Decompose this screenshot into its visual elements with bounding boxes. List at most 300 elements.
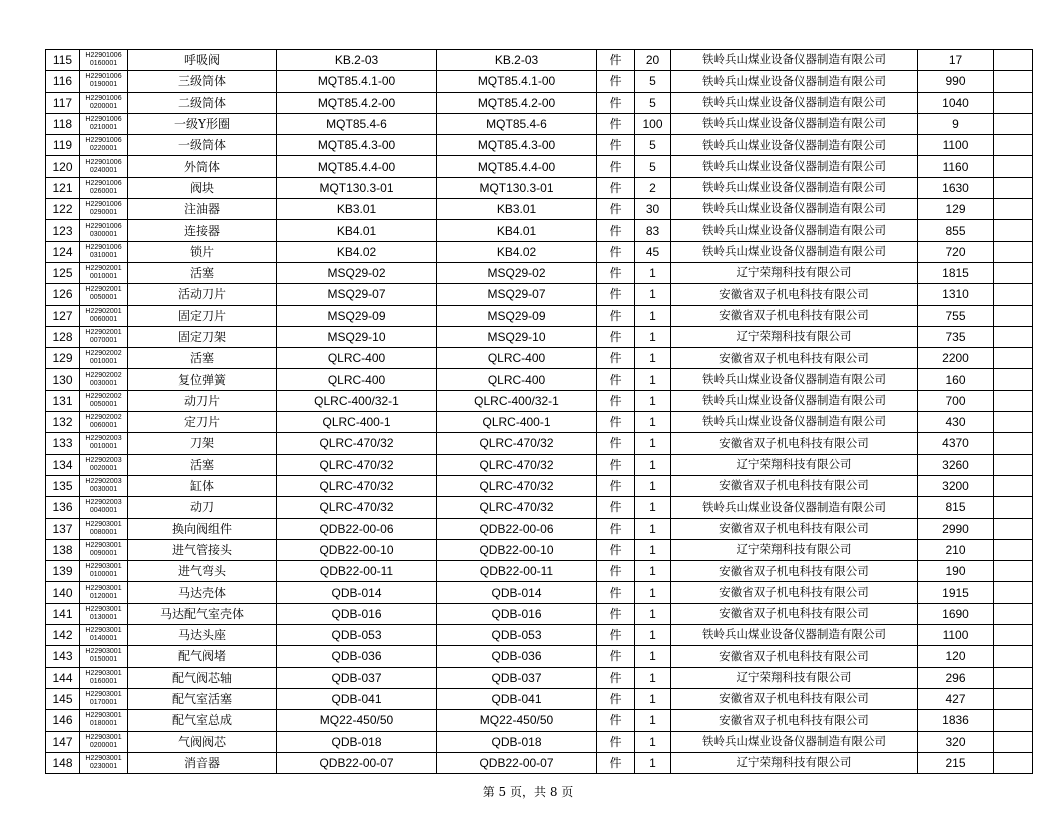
part-unit: 件 <box>597 369 635 390</box>
part-unit: 件 <box>597 667 635 688</box>
unit-price: 1310 <box>918 284 994 305</box>
part-quantity: 1 <box>635 369 671 390</box>
part-unit: 件 <box>597 262 635 283</box>
supplier-name: 辽宁荣翔科技有限公司 <box>671 539 918 560</box>
material-code-line1: H22902003 <box>85 456 122 464</box>
part-quantity: 1 <box>635 497 671 518</box>
table-row <box>46 262 1033 283</box>
supplier-name: 辽宁荣翔科技有限公司 <box>671 752 918 773</box>
part-model: MQ22-450/50 <box>437 710 597 731</box>
part-name: 缸体 <box>128 475 277 496</box>
material-code-line1: H22902001 <box>85 265 122 273</box>
part-spec: MQT85.4.2-00 <box>277 92 437 113</box>
part-model: QLRC-470/32 <box>437 454 597 475</box>
row-number: 115 <box>46 50 80 71</box>
remark <box>994 433 1033 454</box>
part-spec: QDB22-00-07 <box>277 752 437 773</box>
part-spec: QDB22-00-10 <box>277 539 437 560</box>
remark <box>994 156 1033 177</box>
unit-price: 160 <box>918 369 994 390</box>
part-model: MSQ29-07 <box>437 284 597 305</box>
part-model: MSQ29-02 <box>437 262 597 283</box>
material-code-line1: H22903001 <box>85 691 122 699</box>
remark <box>994 475 1033 496</box>
material-code-line1: H22903001 <box>85 520 122 528</box>
material-code <box>80 454 128 475</box>
unit-price: 1100 <box>918 135 994 156</box>
part-quantity: 1 <box>635 752 671 773</box>
material-code-line2: 0120001 <box>89 592 118 600</box>
table-row <box>46 625 1033 646</box>
part-spec: KB4.01 <box>277 220 437 241</box>
supplier-name: 铁岭兵山煤业设备仪器制造有限公司 <box>671 92 918 113</box>
material-code-line1: H22901006 <box>85 137 122 145</box>
supplier-name: 安徽省双子机电科技有限公司 <box>671 646 918 667</box>
part-quantity: 5 <box>635 135 671 156</box>
table-row <box>46 710 1033 731</box>
part-name: 换向阀组件 <box>128 518 277 539</box>
part-quantity: 20 <box>635 50 671 71</box>
supplier-name: 铁岭兵山煤业设备仪器制造有限公司 <box>671 369 918 390</box>
part-model: KB3.01 <box>437 199 597 220</box>
part-quantity: 45 <box>635 241 671 262</box>
part-quantity: 1 <box>635 518 671 539</box>
part-spec: QLRC-470/32 <box>277 454 437 475</box>
material-code-line1: H22902002 <box>85 350 122 358</box>
remark <box>994 348 1033 369</box>
part-unit: 件 <box>597 305 635 326</box>
part-model: QDB22-00-07 <box>437 752 597 773</box>
row-number: 140 <box>46 582 80 603</box>
table-row <box>46 177 1033 198</box>
remark <box>994 326 1033 347</box>
material-code-line2: 0170001 <box>89 699 118 707</box>
table-body <box>46 50 1033 774</box>
material-code-line1: H22903001 <box>85 584 122 592</box>
material-code-line1: H22903001 <box>85 541 122 549</box>
part-model: MSQ29-10 <box>437 326 597 347</box>
unit-price: 1915 <box>918 582 994 603</box>
remark <box>994 688 1033 709</box>
material-code <box>80 561 128 582</box>
unit-price: 3260 <box>918 454 994 475</box>
part-model: QDB22-00-06 <box>437 518 597 539</box>
table-row <box>46 688 1033 709</box>
part-model: QLRC-470/32 <box>437 475 597 496</box>
remark <box>994 518 1033 539</box>
unit-price: 320 <box>918 731 994 752</box>
material-code-line2: 0200001 <box>89 741 118 749</box>
material-code-line1: H22902002 <box>85 392 122 400</box>
part-model: KB4.01 <box>437 220 597 241</box>
remark <box>994 177 1033 198</box>
part-unit: 件 <box>597 220 635 241</box>
part-quantity: 5 <box>635 156 671 177</box>
table-row <box>46 199 1033 220</box>
part-name: 固定刀片 <box>128 305 277 326</box>
row-number: 147 <box>46 731 80 752</box>
part-model: QLRC-470/32 <box>437 497 597 518</box>
part-name: 三级筒体 <box>128 71 277 92</box>
material-code-line2: 0060001 <box>89 422 118 430</box>
material-code-line2: 0020001 <box>89 464 118 472</box>
part-unit: 件 <box>597 539 635 560</box>
material-code <box>80 199 128 220</box>
row-number: 131 <box>46 390 80 411</box>
part-unit: 件 <box>597 688 635 709</box>
table-row <box>46 582 1033 603</box>
material-code <box>80 752 128 773</box>
material-code-line1: H22901006 <box>85 116 122 124</box>
part-quantity: 1 <box>635 390 671 411</box>
material-code-line1: H22901006 <box>85 179 122 187</box>
unit-price: 755 <box>918 305 994 326</box>
material-code-line1: H22903001 <box>85 563 122 571</box>
part-unit: 件 <box>597 475 635 496</box>
material-code <box>80 646 128 667</box>
table-row <box>46 305 1033 326</box>
part-quantity: 1 <box>635 582 671 603</box>
material-code <box>80 731 128 752</box>
material-code-line1: H22902003 <box>85 499 122 507</box>
row-number: 120 <box>46 156 80 177</box>
unit-price: 120 <box>918 646 994 667</box>
material-code-line2: 0010001 <box>89 443 118 451</box>
part-name: 活塞 <box>128 262 277 283</box>
supplier-name: 铁岭兵山煤业设备仪器制造有限公司 <box>671 625 918 646</box>
part-spec: MSQ29-02 <box>277 262 437 283</box>
material-code-line2: 0070001 <box>89 337 118 344</box>
table-row <box>46 284 1033 305</box>
row-number: 143 <box>46 646 80 667</box>
material-code <box>80 625 128 646</box>
part-spec: QDB-018 <box>277 731 437 752</box>
part-quantity: 1 <box>635 454 671 475</box>
part-unit: 件 <box>597 156 635 177</box>
part-unit: 件 <box>597 390 635 411</box>
material-code <box>80 284 128 305</box>
unit-price: 129 <box>918 199 994 220</box>
part-name: 活塞 <box>128 454 277 475</box>
part-name: 动刀片 <box>128 390 277 411</box>
material-code <box>80 390 128 411</box>
part-quantity: 1 <box>635 731 671 752</box>
unit-price: 700 <box>918 390 994 411</box>
remark <box>994 603 1033 624</box>
supplier-name: 铁岭兵山煤业设备仪器制造有限公司 <box>671 412 918 433</box>
material-code <box>80 71 128 92</box>
table-row <box>46 561 1033 582</box>
material-code-line1: H22901006 <box>85 158 122 166</box>
part-unit: 件 <box>597 710 635 731</box>
supplier-name: 铁岭兵山煤业设备仪器制造有限公司 <box>671 71 918 92</box>
row-number: 132 <box>46 412 80 433</box>
part-name: 进气管接头 <box>128 539 277 560</box>
part-name: 气阀阀芯 <box>128 731 277 752</box>
part-name: 进气弯头 <box>128 561 277 582</box>
part-unit: 件 <box>597 92 635 113</box>
table-row <box>46 50 1033 71</box>
part-model: QDB22-00-10 <box>437 539 597 560</box>
unit-price: 427 <box>918 688 994 709</box>
material-code <box>80 369 128 390</box>
row-number: 125 <box>46 262 80 283</box>
supplier-name: 安徽省双子机电科技有限公司 <box>671 518 918 539</box>
part-unit: 件 <box>597 50 635 71</box>
unit-price: 430 <box>918 412 994 433</box>
part-spec: QDB22-00-06 <box>277 518 437 539</box>
part-quantity: 1 <box>635 262 671 283</box>
part-spec: QDB-041 <box>277 688 437 709</box>
remark <box>994 241 1033 262</box>
part-spec: MSQ29-07 <box>277 284 437 305</box>
table-row <box>46 454 1033 475</box>
part-quantity: 1 <box>635 284 671 305</box>
supplier-name: 安徽省双子机电科技有限公司 <box>671 688 918 709</box>
part-name: 马达配气室壳体 <box>128 603 277 624</box>
part-quantity: 5 <box>635 71 671 92</box>
material-code-line2: 0160001 <box>89 60 118 68</box>
part-spec: KB.2-03 <box>277 50 437 71</box>
part-name: 配气阀堵 <box>128 646 277 667</box>
material-code <box>80 220 128 241</box>
remark <box>994 305 1033 326</box>
row-number: 138 <box>46 539 80 560</box>
part-name: 锁片 <box>128 241 277 262</box>
table-row <box>46 518 1033 539</box>
part-spec: QDB-037 <box>277 667 437 688</box>
row-number: 135 <box>46 475 80 496</box>
material-code-line2: 0260001 <box>89 187 118 195</box>
material-code-line1: H22903001 <box>85 712 122 720</box>
supplier-name: 安徽省双子机电科技有限公司 <box>671 305 918 326</box>
part-unit: 件 <box>597 241 635 262</box>
unit-price: 296 <box>918 667 994 688</box>
material-code-line2: 0290001 <box>89 209 118 217</box>
part-unit: 件 <box>597 113 635 134</box>
part-model: QLRC-470/32 <box>437 433 597 454</box>
part-quantity: 1 <box>635 625 671 646</box>
part-quantity: 1 <box>635 710 671 731</box>
part-quantity: 1 <box>635 646 671 667</box>
material-code <box>80 475 128 496</box>
part-name: 外筒体 <box>128 156 277 177</box>
remark <box>994 50 1033 71</box>
table-row <box>46 369 1033 390</box>
part-unit: 件 <box>597 199 635 220</box>
remark <box>994 454 1033 475</box>
part-model: QDB-018 <box>437 731 597 752</box>
material-code-line1: H22903001 <box>85 648 122 656</box>
table-row <box>46 71 1033 92</box>
remark <box>994 731 1033 752</box>
row-number: 141 <box>46 603 80 624</box>
row-number: 145 <box>46 688 80 709</box>
part-model: QDB-036 <box>437 646 597 667</box>
supplier-name: 铁岭兵山煤业设备仪器制造有限公司 <box>671 135 918 156</box>
unit-price: 855 <box>918 220 994 241</box>
remark <box>994 71 1033 92</box>
remark <box>994 262 1033 283</box>
part-model: QDB-053 <box>437 625 597 646</box>
part-spec: QLRC-400-1 <box>277 412 437 433</box>
table-row <box>46 497 1033 518</box>
part-model: MQT85.4.4-00 <box>437 156 597 177</box>
table-row <box>46 326 1033 347</box>
row-number: 133 <box>46 433 80 454</box>
part-name: 配气室活塞 <box>128 688 277 709</box>
material-code-line1: H22901006 <box>85 73 122 81</box>
material-code <box>80 305 128 326</box>
part-model: MQT85.4.3-00 <box>437 135 597 156</box>
supplier-name: 铁岭兵山煤业设备仪器制造有限公司 <box>671 390 918 411</box>
part-name: 配气阀芯轴 <box>128 667 277 688</box>
part-spec: QDB-036 <box>277 646 437 667</box>
part-unit: 件 <box>597 326 635 347</box>
row-number: 121 <box>46 177 80 198</box>
row-number: 116 <box>46 71 80 92</box>
remark <box>994 135 1033 156</box>
part-name: 动刀 <box>128 497 277 518</box>
part-model: QLRC-400 <box>437 369 597 390</box>
part-spec: QDB-053 <box>277 625 437 646</box>
row-number: 139 <box>46 561 80 582</box>
table-row <box>46 731 1033 752</box>
part-name: 呼吸阀 <box>128 50 277 71</box>
part-model: QDB-014 <box>437 582 597 603</box>
part-name: 一级Y形圈 <box>128 113 277 134</box>
part-name: 活塞 <box>128 348 277 369</box>
material-code <box>80 326 128 347</box>
unit-price: 815 <box>918 497 994 518</box>
material-code <box>80 667 128 688</box>
remark <box>994 667 1033 688</box>
material-code <box>80 433 128 454</box>
supplier-name: 铁岭兵山煤业设备仪器制造有限公司 <box>671 177 918 198</box>
row-number: 126 <box>46 284 80 305</box>
part-name: 配气室总成 <box>128 710 277 731</box>
part-model: KB4.02 <box>437 241 597 262</box>
material-code-line2: 0010001 <box>89 358 118 366</box>
part-quantity: 1 <box>635 412 671 433</box>
remark <box>994 497 1033 518</box>
supplier-name: 安徽省双子机电科技有限公司 <box>671 433 918 454</box>
material-code-line2: 0040001 <box>89 507 118 515</box>
material-code-line2: 0310001 <box>89 251 118 259</box>
part-unit: 件 <box>597 71 635 92</box>
row-number: 130 <box>46 369 80 390</box>
table-row <box>46 539 1033 560</box>
material-code-line2: 0050001 <box>89 400 118 408</box>
part-unit: 件 <box>597 752 635 773</box>
table-row <box>46 433 1033 454</box>
supplier-name: 铁岭兵山煤业设备仪器制造有限公司 <box>671 199 918 220</box>
part-spec: KB3.01 <box>277 199 437 220</box>
row-number: 129 <box>46 348 80 369</box>
part-spec: QLRC-400/32-1 <box>277 390 437 411</box>
part-spec: MQ22-450/50 <box>277 710 437 731</box>
material-code <box>80 539 128 560</box>
row-number: 124 <box>46 241 80 262</box>
table-row <box>46 135 1033 156</box>
remark <box>994 284 1033 305</box>
material-code <box>80 518 128 539</box>
supplier-name: 安徽省双子机电科技有限公司 <box>671 348 918 369</box>
part-quantity: 1 <box>635 326 671 347</box>
material-code-line1: H22901006 <box>85 52 122 60</box>
part-model: MQT85.4.1-00 <box>437 71 597 92</box>
material-code-line1: H22902002 <box>85 371 122 379</box>
material-code-line1: H22903001 <box>85 669 122 677</box>
material-code-line1: H22903001 <box>85 605 122 613</box>
unit-price: 190 <box>918 561 994 582</box>
part-quantity: 100 <box>635 113 671 134</box>
table-row <box>46 646 1033 667</box>
supplier-name: 辽宁荣翔科技有限公司 <box>671 454 918 475</box>
material-code <box>80 497 128 518</box>
material-code-line1: H22903001 <box>85 733 122 741</box>
row-number: 118 <box>46 113 80 134</box>
material-code-line1: H22901006 <box>85 94 122 102</box>
remark <box>994 113 1033 134</box>
unit-price: 1815 <box>918 262 994 283</box>
part-name: 二级筒体 <box>128 92 277 113</box>
part-spec: MSQ29-09 <box>277 305 437 326</box>
material-code-line1: H22902001 <box>85 329 122 336</box>
page-footer: 第 5 页，共 8 页 <box>482 785 574 799</box>
supplier-name: 安徽省双子机电科技有限公司 <box>671 284 918 305</box>
part-name: 马达壳体 <box>128 582 277 603</box>
part-quantity: 1 <box>635 603 671 624</box>
part-unit: 件 <box>597 454 635 475</box>
part-unit: 件 <box>597 518 635 539</box>
part-model: MQT130.3-01 <box>437 177 597 198</box>
part-quantity: 1 <box>635 348 671 369</box>
part-model: QLRC-400-1 <box>437 412 597 433</box>
material-code-line2: 0190001 <box>89 81 118 89</box>
part-quantity: 83 <box>635 220 671 241</box>
material-code-line2: 0240001 <box>89 166 118 174</box>
unit-price: 2990 <box>918 518 994 539</box>
part-model: QLRC-400 <box>437 348 597 369</box>
table-row <box>46 475 1033 496</box>
remark <box>994 390 1033 411</box>
material-code-line2: 0200001 <box>89 102 118 110</box>
part-unit: 件 <box>597 731 635 752</box>
row-number: 123 <box>46 220 80 241</box>
material-code-line1: H22902002 <box>85 414 122 422</box>
part-spec: QDB22-00-11 <box>277 561 437 582</box>
supplier-name: 铁岭兵山煤业设备仪器制造有限公司 <box>671 156 918 177</box>
part-spec: QLRC-470/32 <box>277 433 437 454</box>
row-number: 142 <box>46 625 80 646</box>
remark <box>994 92 1033 113</box>
supplier-name: 安徽省双子机电科技有限公司 <box>671 603 918 624</box>
unit-price: 1630 <box>918 177 994 198</box>
table-row <box>46 92 1033 113</box>
part-model: KB.2-03 <box>437 50 597 71</box>
part-unit: 件 <box>597 625 635 646</box>
material-code <box>80 348 128 369</box>
part-name: 活动刀片 <box>128 284 277 305</box>
unit-price: 210 <box>918 539 994 560</box>
material-code-line2: 0180001 <box>89 720 118 728</box>
row-number: 122 <box>46 199 80 220</box>
part-quantity: 1 <box>635 667 671 688</box>
table-row <box>46 156 1033 177</box>
remark <box>994 412 1033 433</box>
material-code <box>80 582 128 603</box>
